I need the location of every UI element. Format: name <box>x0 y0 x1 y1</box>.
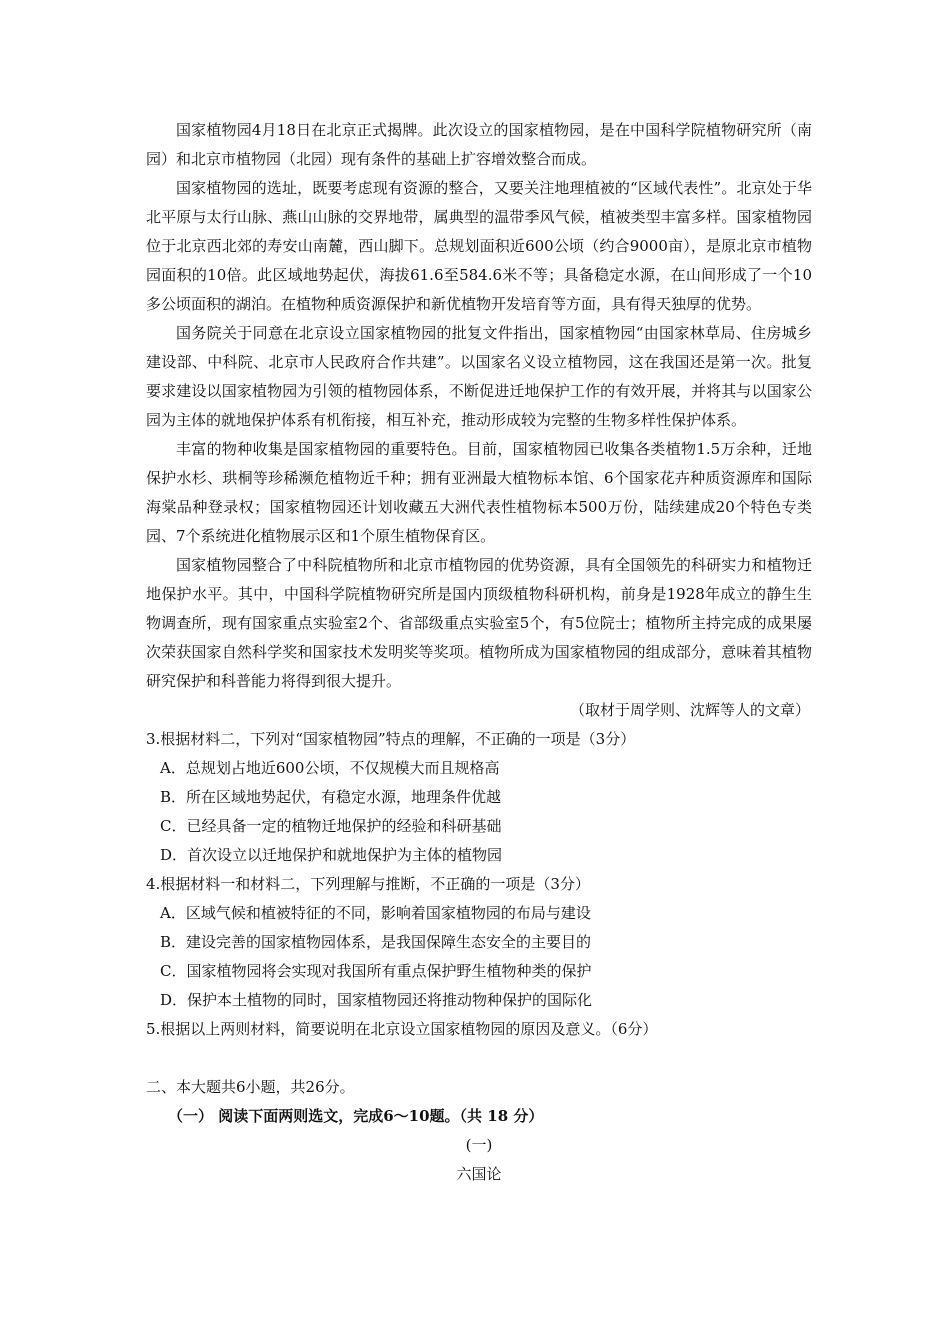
question-3-option-c: C．已经具备一定的植物迁地保护的经验和科研基础 <box>160 817 502 835</box>
question-3-stem: 3.根据材料二，下列对“国家植物园”特点的理解，不正确的一项是（3分） <box>146 730 636 748</box>
question-4-option-c: C．国家植物园将会实现对我国所有重点保护野生植物种类的保护 <box>160 962 592 980</box>
question-4-option-a: A．区域气候和植被特征的不同，影响着国家植物园的布局与建设 <box>160 904 591 922</box>
question-4-option-b: B．建设完善的国家植物园体系，是我国保障生态安全的主要目的 <box>160 933 592 951</box>
paragraph-2: 国家植物园的选址，既要考虑现有资源的整合，又要关注地理植被的“区域代表性”。北京处于华北平原与太行山脉、燕山山脉的交界地带，属典型的温带季风气候，植被类型丰富多样。国家植物园位于北京西北郊的寿安山南麓，西山脚下。总规划面积近600公顷（约合9000亩），是原北京市植物园面积的10倍。此区域地势起伏，海拔61.6至584.6米不等；具备稳定水源，在山间形成了一个10多公顷面积的湖泊。在植物种质资源保护和新优植物开发培育等方面，具有得天独厚的优势。 <box>146 179 812 313</box>
spacer <box>146 1044 812 1073</box>
paragraph-4: 丰富的物种收集是国家植物园的重要特色。目前，国家植物园已收集各类植物1.5万余种，迁地保护水杉、珙桐等珍稀濒危植物近千种；拥有亚洲最大植物标本馆、6个国家花卉种质资源库和国际海棠品种登录权；国家植物园还计划收藏五大洲代表性植物标本500万份，陆续建成20个特色专类园、7个系统进化植物展示区和1个原生植物保育区。 <box>146 440 812 545</box>
question-3-option-b: B．所在区域地势起伏，有稳定水源，地理条件优越 <box>160 788 502 806</box>
page-content <box>146 116 812 1189</box>
paragraph-3: 国务院关于同意在北京设立国家植物园的批复文件指出，国家植物园“由国家林草局、住房城乡建设部、中科院、北京市人民政府合作共建”。以国家名义设立植物园，这在我国还是第一次。批复要求建设以国家植物园为引领的植物园体系，不断促进迁地保护工作的有效开展，并将其与以国家公园为主体的就地保护体系有机衔接，相互补充，推动形成较为完整的生物多样性保护体系。 <box>146 324 812 429</box>
part-label: (一) <box>465 1136 493 1154</box>
question-3-option-d: D．首次设立以迁地保护和就地保护为主体的植物园 <box>160 846 503 864</box>
question-4-option-d: D．保护本土植物的同时，国家植物园还将推动物种保护的国际化 <box>160 991 593 1009</box>
essay-title: 六国论 <box>456 1165 502 1183</box>
question-5-stem: 5.根据以上两则材料，简要说明在北京设立国家植物园的原因及意义。（6分） <box>146 1020 658 1038</box>
section-2-title: 二、本大题共6小题，共26分。 <box>146 1078 355 1096</box>
source-citation: （取材于周学则、沈辉等人的文章） <box>569 701 810 719</box>
paragraph-5: 国家植物园整合了中科院植物所和北京市植物园的优势资源，具有全国领先的科研实力和植物迁地保护水平。其中，中国科学院植物研究所是国内顶级植物科研机构，前身是1928年成立的静生生物调查所，现有国家重点实验室2个、省部级重点实验室5个，有5位院士；植物所主持完成的成果屡次荣获国家自然科学奖和国家技术发明奖等奖项。植物所成为国家植物园的组成部分，意味着其植物研究保护和科普能力将得到很大提升。 <box>146 556 812 690</box>
question-4-stem: 4.根据材料一和材料二，下列理解与推断，不正确的一项是（3分） <box>146 875 590 893</box>
paragraph-1: 国家植物园4月18日在北京正式揭牌。此次设立的国家植物园，是在中国科学院植物研究所（南园）和北京市植物园（北园）现有条件的基础上扩容增效整合而成。 <box>146 121 812 168</box>
question-3-option-a: A．总规划占地近600公顷，不仅规模大而且规格高 <box>160 759 500 777</box>
section-2-subtitle: （一） 阅读下面两则选文，完成6～10题。（共 18 分） <box>168 1107 544 1125</box>
